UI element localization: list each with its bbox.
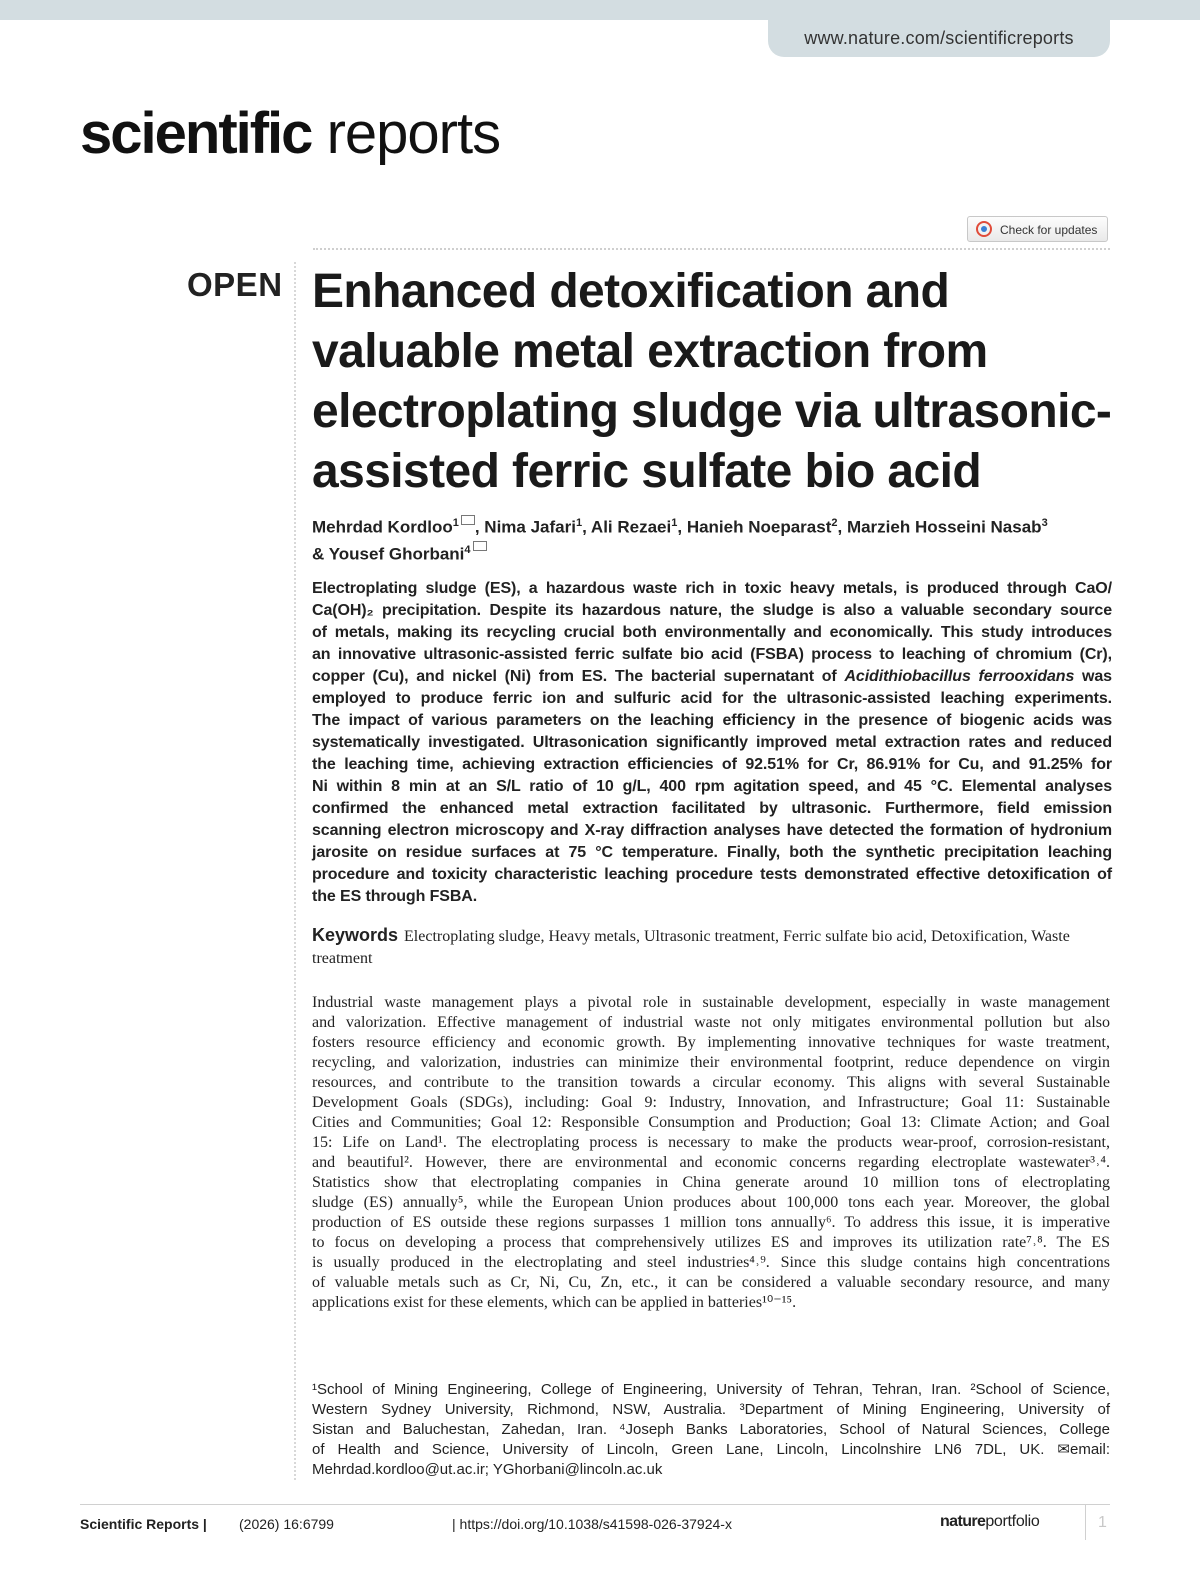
abstract <box>312 578 1112 908</box>
author-affiliation: 1 <box>575 517 583 529</box>
body-line: and valorization. Effective management of industrial waste not only mitigates environmental pollution but also <box>312 1014 1110 1031</box>
title-line: assisted ferric sulfate bio acid <box>312 445 982 498</box>
abstract-line: copper (Cu), and nickel (Ni) from ES. The bacterial supernatant of Acidithiobacillus ferrooxidans was <box>312 668 1112 685</box>
abstract-line: Ni within 8 min at an S/L ratio of 10 g/L, 400 rpm agitation speed, and 45 °C. Elemental analyses <box>312 778 1112 795</box>
footer-journal: Scientific Reports | <box>80 1516 207 1532</box>
author-name[interactable]: Hanieh Noeparast <box>686 517 832 537</box>
author-affiliation: 1 <box>452 517 459 529</box>
body-line: applications exist for these elements, which can be applied in batteries¹⁰⁻¹⁵. <box>312 1294 797 1311</box>
top-band <box>0 0 1200 20</box>
body-line: production of ES outside these regions surpasses 1 million tons annually⁶. To address this issue, it is imperative <box>312 1214 1110 1231</box>
keywords <box>312 924 1112 970</box>
body-line: and beautiful². However, there are environmental and economic concerns regarding electroplate wastewater³˒⁴. <box>312 1154 1110 1171</box>
abstract-line: an innovative ultrasonic-assisted ferric sulfate bio acid (FSBA) process to leaching of chromium (Cr), <box>312 646 1112 663</box>
abstract-line: employed to produce ferric ion and sulfuric acid for the ultrasonic-assisted leaching experiments. <box>312 690 1112 707</box>
title-line: Enhanced detoxification and <box>312 265 950 318</box>
title-line: electroplating sludge via ultrasonic- <box>312 385 1112 438</box>
email-icon[interactable] <box>473 541 487 551</box>
author-affiliation: 3 <box>1041 517 1048 529</box>
author-affiliation: 4 <box>464 543 471 556</box>
publisher-logo <box>940 1513 1040 1531</box>
abstract-line: The impact of various parameters on the leaching efficiency in the presence of biogenic acids was <box>312 712 1112 729</box>
title-line: valuable metal extraction from <box>312 325 988 378</box>
affiliation-line: of Health and Science, University of Lincoln, Green Lane, Lincoln, Lincolnshire LN6 7DL, UK. ✉email: <box>312 1441 1110 1458</box>
footer-divider <box>80 1504 1110 1505</box>
body-line: Cities and Communities; Goal 12: Responsible Consumption and Production; Goal 13: Climate Action; and Goal <box>312 1114 1110 1131</box>
body-line: is usually produced in the electroplating and steel industries⁴˒⁹. Since this sludge contains high concentrations <box>312 1254 1110 1271</box>
keywords-text: Electroplating sludge, Heavy metals, Ultrasonic treatment, Ferric sulfate bio acid, Detoxification, Waste treatment <box>312 928 1070 967</box>
abstract-line: jarosite on residue surfaces at 75 °C temperature. Finally, both the synthetic precipitation leaching <box>312 844 1112 861</box>
body-line: resources, and contribute to the transition towards a circular economy. This aligns with several Sustainable <box>312 1074 1110 1091</box>
affiliations <box>312 1380 1110 1480</box>
affiliation-line: Western Sydney University, Richmond, NSW, Australia. ³Department of Mining Engineering, University of <box>312 1401 1110 1418</box>
email-icon[interactable] <box>461 515 475 525</box>
body-line: fosters resource efficiency and economic growth. By implementing innovative techniques for waste treatment, <box>312 1034 1110 1051</box>
footer-volume: (2026) 16:6799 <box>239 1516 334 1532</box>
journal-logo <box>80 100 500 168</box>
author-name[interactable]: Yousef Ghorbani <box>328 544 465 564</box>
header-divider <box>313 248 1110 250</box>
body-line: to focus on developing a process that comprehensively utilizes ES and improves its utilization rate⁷˒⁸. The ES <box>312 1234 1110 1251</box>
abstract-line: the leaching time, achieving extraction efficiencies of 92.51% for Cr, 86.91% for Cu, and 91.25% for <box>312 756 1112 773</box>
publisher-logo-bold: nature <box>940 1513 986 1530</box>
body-line: Statistics show that electroplating companies in China generate around 10 million tons of electroplating <box>312 1174 1110 1191</box>
body-line: sludge (ES) annually⁵, while the European Union produces about 100,000 tons each year. Moreover, the global <box>312 1194 1110 1211</box>
abstract-line: scanning electron microscopy and X-ray diffraction analyses have detected the formation of hydronium <box>312 822 1112 839</box>
footer-doi[interactable]: | https://doi.org/10.1038/s41598-026-37924-x <box>452 1516 732 1532</box>
author-name[interactable]: Mehrdad Kordloo <box>312 517 453 537</box>
page-number: 1 <box>1098 1514 1107 1531</box>
journal-url[interactable]: www.nature.com/scientificreports <box>768 20 1110 57</box>
author-name[interactable]: Ali Rezaei <box>590 517 672 537</box>
crossmark-icon <box>976 221 992 237</box>
author-name[interactable]: Nima Jafari <box>484 517 576 537</box>
body-text <box>312 993 1110 1313</box>
abstract-line: of metals, making its recycling crucial both environmentally and economically. This study introduces <box>312 624 1112 641</box>
body-line: recycling, and valorization, industries can minimize their environmental footprint, reduce dependence on virgin <box>312 1054 1110 1071</box>
abstract-line: Ca(OH)₂ precipitation. Despite its hazardous nature, the sludge is also a valuable secondary source <box>312 602 1112 619</box>
body-line: Industrial waste management plays a pivotal role in sustainable development, especially in waste management <box>312 994 1110 1011</box>
body-line: Development Goals (SDGs), including: Goal 9: Industry, Innovation, and Infrastructure; Goal 11: Sustainable <box>312 1094 1110 1111</box>
article-title <box>312 262 1122 502</box>
affiliation-line: Sistan and Baluchestan, Zahedan, Iran. ⁴Joseph Banks Laboratories, School of Natural Sciences, College <box>312 1421 1110 1438</box>
footer-page-divider <box>1085 1504 1086 1540</box>
body-line: 15: Life on Land¹. The electroplating process is necessary to make the products wear-proof, corrosion-resistant, <box>312 1134 1110 1151</box>
journal-logo-light: reports <box>326 101 501 166</box>
affiliation-line: ¹School of Mining Engineering, College of Engineering, University of Tehran, Tehran, Iran. ²School of Science, <box>312 1381 1110 1398</box>
journal-logo-bold: scientific <box>80 101 312 166</box>
keywords-label: Keywords <box>312 925 399 945</box>
author-affiliation: 1 <box>671 517 678 529</box>
abstract-line: confirmed the enhanced metal extraction facilitated by ultrasonic. Furthermore, field emission <box>312 800 1112 817</box>
author-list: Mehrdad Kordloo$^1$ , Nima Jafari$^1$, Ali Rezaei$^1$, Hanieh Noeparast$^2$, Marzieh Hosseini Nasab$^3$ & Yousef Ghorbani$^4$ <box>312 512 1112 565</box>
margin-divider <box>294 262 296 1480</box>
author-affiliation: 2 <box>831 517 838 529</box>
open-access-label: OPEN <box>187 266 283 303</box>
abstract-line: the ES through FSBA. <box>312 888 478 905</box>
publisher-logo-light: portfolio <box>985 1513 1040 1530</box>
body-line: of valuable metals such as Cr, Ni, Cu, Zn, etc., it can be considered a valuable secondary resource, and many <box>312 1274 1110 1291</box>
abstract-line: procedure and toxicity characteristic leaching procedure tests demonstrated effective detoxification of <box>312 866 1112 883</box>
species-name: Acidithiobacillus ferrooxidans <box>844 668 1075 685</box>
author-name[interactable]: Marzieh Hosseini Nasab <box>846 517 1042 537</box>
check-updates-label: Check for updates <box>1000 223 1098 237</box>
check-updates-button[interactable] <box>967 216 1108 242</box>
affiliation-line: Mehrdad.kordloo@ut.ac.ir; YGhorbani@lincoln.ac.uk <box>312 1461 663 1478</box>
abstract-line: Electroplating sludge (ES), a hazardous waste rich in toxic heavy metals, is produced through CaO/ <box>312 580 1112 597</box>
abstract-line: systematically investigated. Ultrasonication significantly improved metal extraction rates and reduced <box>312 734 1112 751</box>
